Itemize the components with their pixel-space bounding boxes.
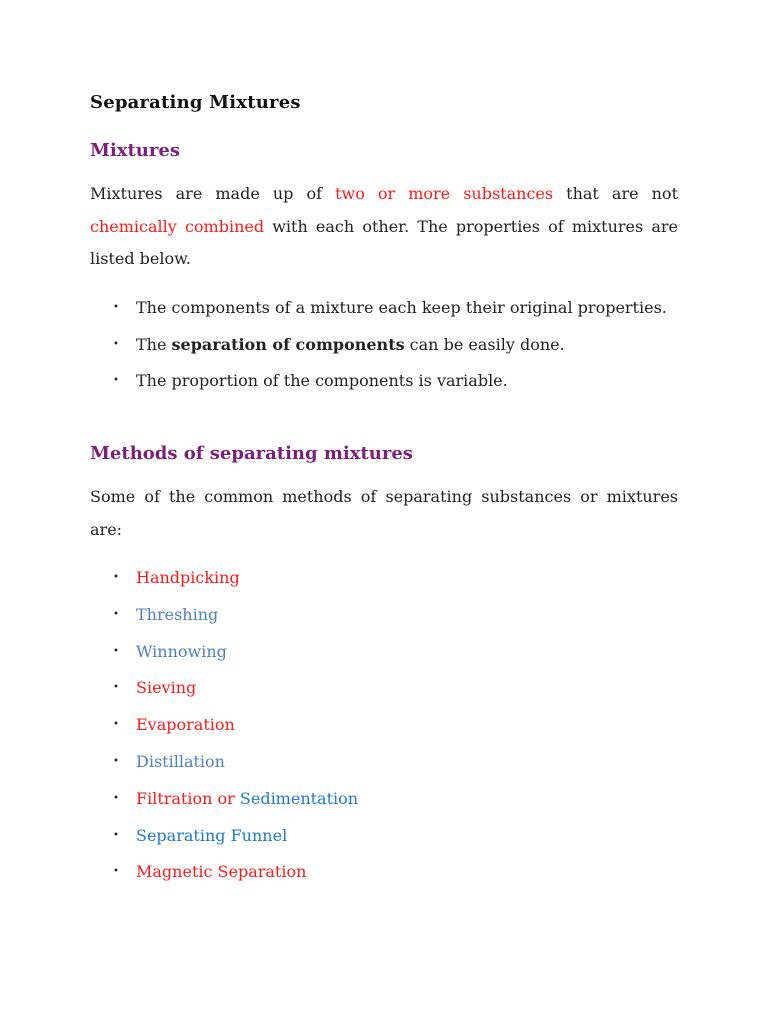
list-item xyxy=(90,365,678,398)
methods-intro-paragraph: Some of the common methods of separating substances or mixtures are: xyxy=(90,487,678,539)
method-evaporation: Evaporation xyxy=(136,715,235,735)
bullet-icon: • xyxy=(113,645,119,657)
intro-text: with each other. The properties of mixtures are listed below. xyxy=(90,216,678,268)
bullet-icon: • xyxy=(113,755,119,767)
method-winnowing: Winnowing xyxy=(136,641,227,661)
bullet-icon: • xyxy=(113,302,119,313)
section-heading-mixtures: Mixtures xyxy=(90,140,180,161)
list-item-text: The proportion of the components is variable. xyxy=(136,371,508,390)
bullet-icon: • xyxy=(113,375,119,386)
list-item-text: The xyxy=(136,334,172,354)
highlight-two-or-more-substances: two or more substances xyxy=(335,184,554,203)
intro-text: that are not xyxy=(553,184,678,203)
highlight-chemically-combined: chemically combined xyxy=(90,216,265,236)
bullet-icon: • xyxy=(113,866,119,878)
list-item xyxy=(90,746,678,783)
list-item xyxy=(90,599,678,636)
list-item xyxy=(90,562,678,599)
list-item xyxy=(90,329,678,362)
method-sedimentation: Sedimentation xyxy=(239,788,359,808)
mixture-properties-list xyxy=(90,292,678,402)
list-item xyxy=(90,856,678,893)
section-heading-methods: Methods of separating mixtures xyxy=(90,443,413,464)
list-item-text: The components of a mixture each keep their original properties. xyxy=(136,298,667,317)
method-handpicking: Handpicking xyxy=(136,568,240,587)
bullet-icon: • xyxy=(113,829,119,841)
document-title: Separating Mixtures xyxy=(90,92,301,113)
list-item xyxy=(90,292,678,325)
mixtures-intro-paragraph xyxy=(90,178,678,276)
bullet-icon: • xyxy=(113,338,119,350)
method-connector: or xyxy=(212,788,240,808)
method-filtration: Filtration xyxy=(136,788,213,808)
method-distillation: Distillation xyxy=(136,751,225,771)
bullet-icon: • xyxy=(113,572,119,583)
list-item-text: can be easily done. xyxy=(404,334,565,354)
list-item xyxy=(90,709,678,746)
list-item xyxy=(90,783,678,820)
method-threshing: Threshing xyxy=(136,604,219,624)
list-item xyxy=(90,820,678,857)
bullet-icon: • xyxy=(113,719,119,731)
bullet-icon: • xyxy=(113,608,119,620)
method-separating-funnel: Separating Funnel xyxy=(136,825,288,845)
method-sieving: Sieving xyxy=(136,678,197,698)
list-item xyxy=(90,672,678,709)
intro-text: Mixtures are made up of xyxy=(90,184,336,203)
separation-methods-list xyxy=(90,562,678,893)
bullet-icon: • xyxy=(113,682,119,694)
method-magnetic-separation: Magnetic Separation xyxy=(136,862,307,882)
bold-separation-of-components: separation of components xyxy=(171,334,405,354)
list-item xyxy=(90,636,678,673)
bullet-icon: • xyxy=(113,792,119,804)
